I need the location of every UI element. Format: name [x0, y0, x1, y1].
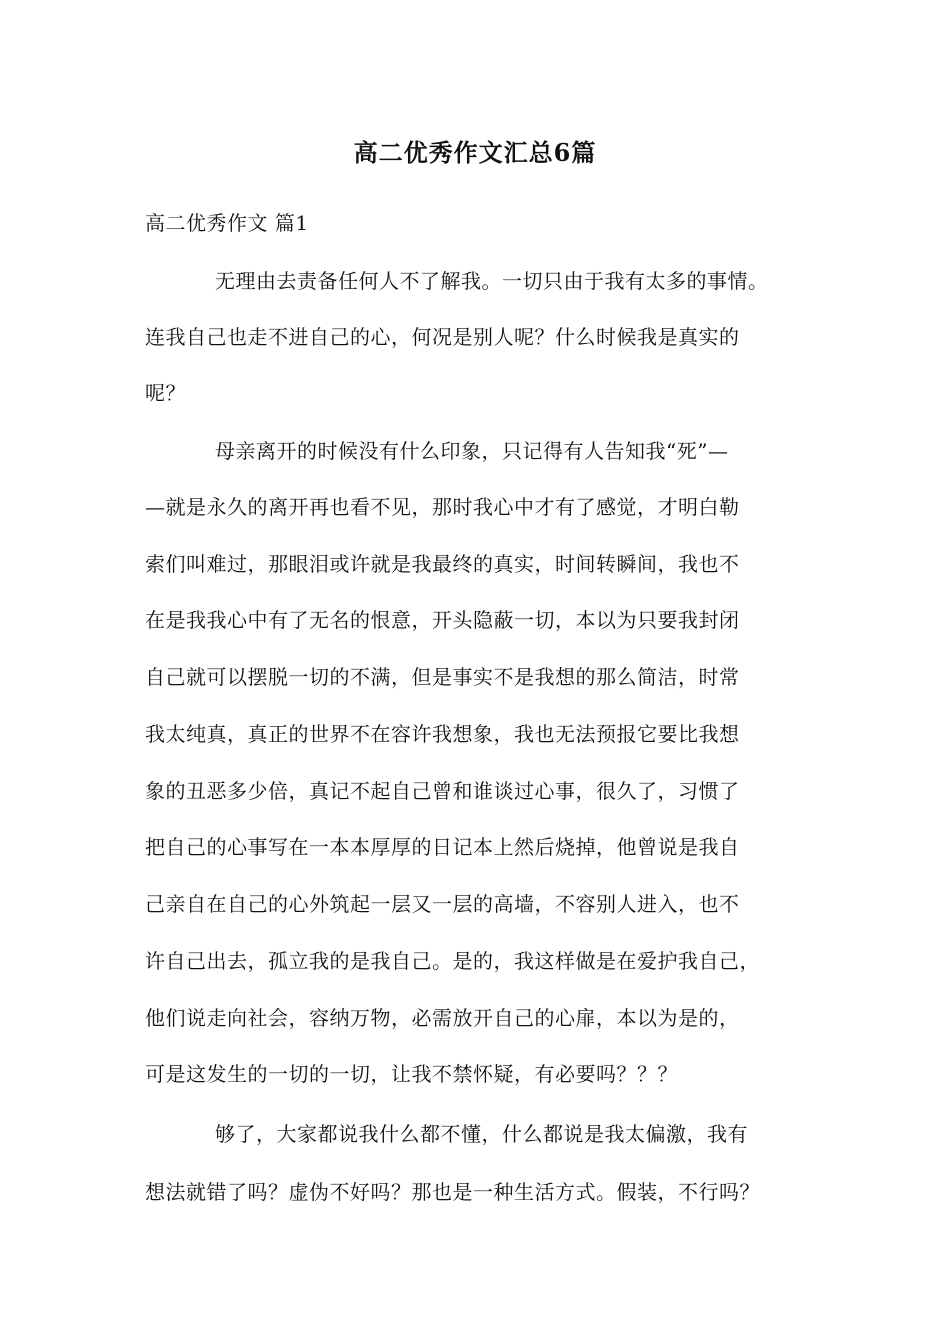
paragraph-line: 呢？	[145, 381, 186, 405]
section-heading: 高二优秀作文 篇1	[145, 211, 309, 235]
paragraph-line: 可是这发生的一切的一切，让我不禁怀疑，有必要吗？？？	[145, 1062, 678, 1086]
paragraph-line: 他们说走向社会，容纳万物，必需放开自己的心扉，本以为是的，	[145, 1006, 740, 1030]
paragraph-line: 无理由去责备任何人不了解我。一切只由于我有太多的事情。	[215, 269, 769, 293]
paragraph-line: 连我自己也走不进自己的心，何况是别人呢？什么时候我是真实的	[145, 325, 740, 349]
paragraph-line: 母亲离开的时候没有什么印象，只记得有人告知我“死”—	[215, 439, 729, 463]
paragraph-line: 自己就可以摆脱一切的不满，但是事实不是我想的那么简洁，时常	[145, 665, 740, 689]
paragraph-line: 够了，大家都说我什么都不懂，什么都说是我太偏激，我有	[215, 1122, 748, 1146]
document-title: 高二优秀作文汇总6篇	[353, 138, 597, 167]
paragraph-line: 想法就错了吗？虚伪不好吗？那也是一种生活方式。假装，不行吗？	[145, 1180, 760, 1204]
paragraph-line: 己亲自在自己的心外筑起一层又一层的高墙，不容别人进入，也不	[145, 892, 740, 916]
paragraph-line: 在是我我心中有了无名的恨意，开头隐蔽一切，本以为只要我封闭	[145, 608, 740, 632]
paragraph-line: 把自己的心事写在一本本厚厚的日记本上然后烧掉，他曾说是我自	[145, 835, 740, 859]
paragraph-line: 索们叫难过，那眼泪或许就是我最终的真实，时间转瞬间，我也不	[145, 552, 740, 576]
paragraph-line: 我太纯真，真正的世界不在容许我想象，我也无法预报它要比我想	[145, 722, 740, 746]
paragraph-line: 象的丑恶多少倍，真记不起自己曾和谁谈过心事，很久了，习惯了	[145, 779, 740, 803]
paragraph-line: 许自己出去，孤立我的是我自己。是的，我这样做是在爱护我自己，	[145, 949, 760, 973]
paragraph-line: —就是永久的离开再也看不见，那时我心中才有了感觉，才明白勒	[145, 495, 740, 519]
